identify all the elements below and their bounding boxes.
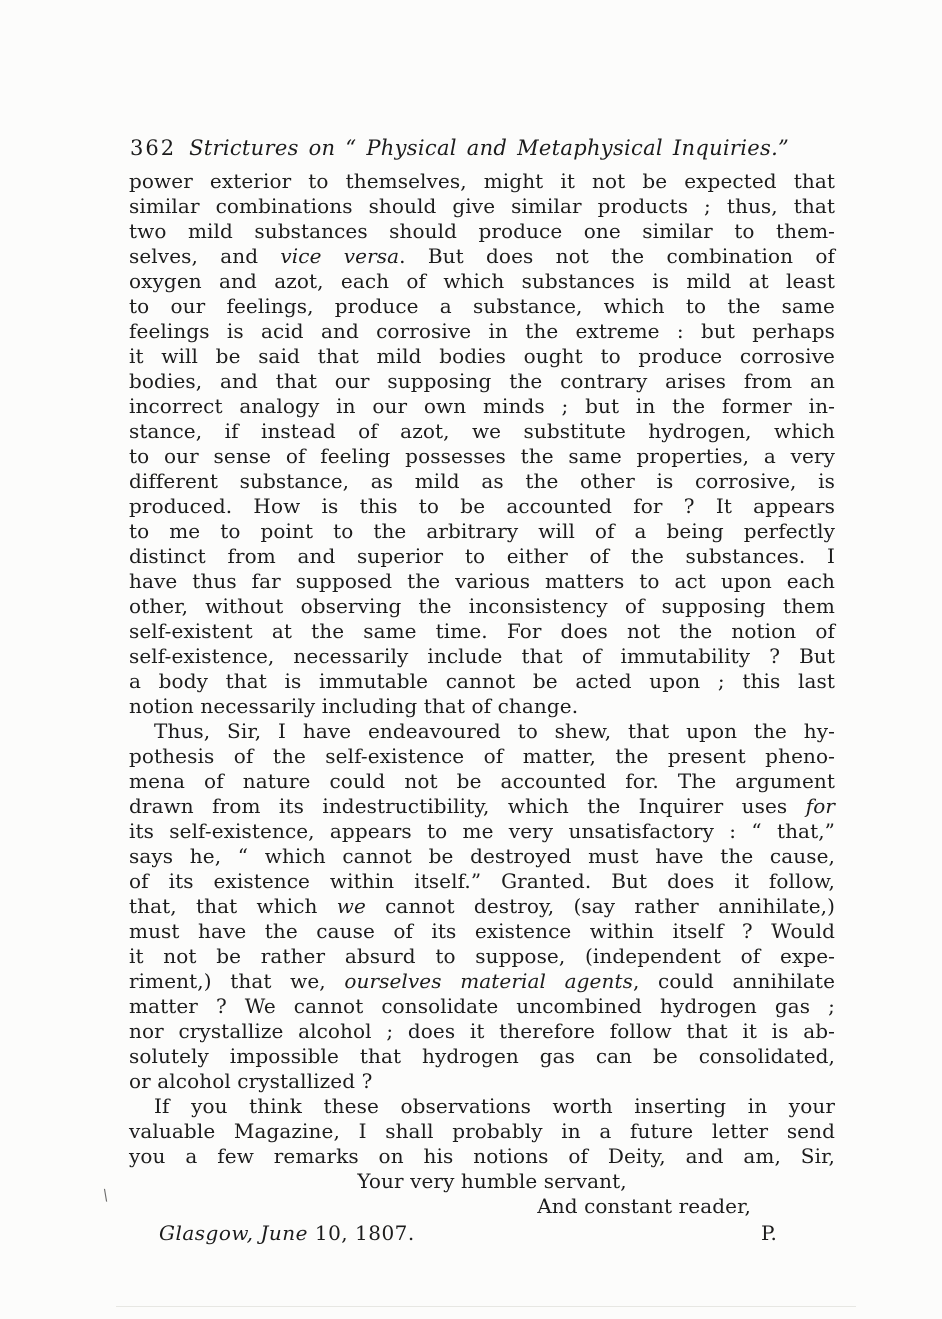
text-line (129, 394, 835, 419)
text-segment: that, that which (129, 894, 337, 918)
text-line (129, 194, 835, 219)
text-segment: or alcohol crystallized ? (129, 1069, 373, 1093)
text-segment: valuable Magazine, I shall probably in a future letter send (129, 1119, 835, 1143)
text-segment: riment,) that we, (129, 969, 345, 993)
text-line (129, 594, 835, 619)
page-header (130, 136, 836, 160)
text-line (129, 794, 835, 819)
text-segment: pothesis of the self-existence of matter, the present pheno- (129, 744, 835, 768)
text-line (129, 1119, 835, 1144)
text-line (129, 719, 835, 744)
text-segment: , could annihilate (632, 969, 836, 993)
text-segment: selves, and (129, 244, 281, 268)
text-segment: self-existence, necessarily include that of immutability ? But (129, 644, 835, 668)
letter-body (129, 169, 835, 1246)
text-line (129, 244, 835, 269)
text-line (129, 1069, 835, 1094)
text-segment: to our sense of feeling possesses the same properties, a very (129, 444, 835, 468)
text-line (129, 969, 835, 994)
dateline-row (129, 1221, 835, 1246)
italic-text-segment: vice versa (280, 244, 400, 268)
text-line (129, 419, 835, 444)
text-line (129, 1144, 835, 1169)
text-segment: bodies, and that our supposing the contrary arises from an (129, 369, 835, 393)
text-segment: of its existence within itself.” Granted. But does it follow, (129, 869, 835, 893)
text-line (129, 294, 835, 319)
text-segment: it not be rather absurd to suppose, (independent of expe- (129, 944, 835, 968)
text-segment: must have the cause of its existence within itself ? Would (129, 919, 835, 943)
text-segment: says he, “ which cannot be destroyed must have the cause, (129, 844, 835, 868)
text-line (129, 1019, 835, 1044)
text-segment: If you think these observations worth inserting in your (154, 1094, 835, 1118)
text-segment: incorrect analogy in our own minds ; but in the former in- (129, 394, 835, 418)
page-number: 362 (130, 136, 177, 160)
text-segment: . But does not the combination of (399, 244, 835, 268)
text-line (129, 844, 835, 869)
text-line (129, 894, 835, 919)
text-line (129, 644, 835, 669)
text-line (129, 544, 835, 569)
text-line (129, 769, 835, 794)
text-segment: power exterior to themselves, might it not be expected that (129, 169, 835, 193)
text-segment: cannot destroy, (say rather annihilate,) (365, 894, 835, 918)
text-segment: distinct from and superior to either of the substances. I (129, 544, 835, 568)
text-segment: notion necessarily including that of change. (129, 694, 579, 718)
text-line (129, 744, 835, 769)
text-segment: a body that is immutable cannot be acted upon ; this last (129, 669, 835, 693)
text-line (129, 919, 835, 944)
italic-text-segment: for (805, 794, 835, 818)
text-line (129, 219, 835, 244)
italic-text-segment: ourselves material agents (344, 969, 633, 993)
text-segment: matter ? We cannot consolidate uncombined hydrogen gas ; (129, 994, 835, 1018)
page-edge-line (116, 1306, 856, 1307)
text-segment: you a few remarks on his notions of Deity, and am, Sir, (129, 1144, 835, 1168)
text-segment: mena of nature could not be accounted for. The argument (129, 769, 835, 793)
text-segment: nor crystallize alcohol ; does it therefore follow that it is ab- (129, 1019, 835, 1043)
dateline-place: Glasgow, June (159, 1221, 315, 1245)
body-lines (129, 169, 835, 1169)
text-line (129, 344, 835, 369)
text-segment: it will be said that mild bodies ought to produce corrosive (129, 344, 835, 368)
text-segment: drawn from its indestructibility, which the Inquirer uses (129, 794, 806, 818)
text-segment: other, without observing the inconsistency of supposing them (129, 594, 835, 618)
text-line (129, 694, 835, 719)
text-line (129, 944, 835, 969)
text-line (129, 269, 835, 294)
text-segment: feelings is acid and corrosive in the extreme : but perhaps (129, 319, 835, 343)
text-line (129, 1044, 835, 1069)
text-segment: stance, if instead of azot, we substitute hydrogen, which (129, 419, 835, 443)
valediction-line: Your very humble servant, (357, 1169, 627, 1193)
text-segment: produced. How is this to be accounted for ? It appears (129, 494, 835, 518)
running-title: Strictures on “ Physical and Metaphysical Inquiries.” (189, 136, 790, 160)
text-line (129, 869, 835, 894)
text-segment: self-existent at the same time. For does not the notion of (129, 619, 835, 643)
text-segment: its self-existence, appears to me very unsatisfactory : “ that,” (129, 819, 835, 843)
text-line (129, 444, 835, 469)
text-segment: have thus far supposed the various matters to act upon each (129, 569, 835, 593)
text-line (129, 669, 835, 694)
text-segment: two mild substances should produce one similar to them- (129, 219, 835, 243)
scan-artifact-mark: \ (101, 1185, 110, 1205)
letter-closing (129, 1169, 835, 1246)
signoff-line: And constant reader, (537, 1194, 751, 1218)
dateline (159, 1221, 415, 1246)
text-line (129, 494, 835, 519)
text-line (129, 1094, 835, 1119)
text-line (129, 994, 835, 1019)
text-line (129, 569, 835, 594)
text-line (129, 469, 835, 494)
text-line (129, 519, 835, 544)
signature: P. (761, 1221, 777, 1245)
text-line (129, 819, 835, 844)
text-segment: different substance, as mild as the other is corrosive, is (129, 469, 835, 493)
text-line (129, 169, 835, 194)
italic-text-segment: we (336, 894, 366, 918)
text-segment: to me to point to the arbitrary will of a being perfectly (129, 519, 835, 543)
text-segment: Thus, Sir, I have endeavoured to shew, that upon the hy- (154, 719, 835, 743)
text-line (129, 319, 835, 344)
text-line (129, 369, 835, 394)
dateline-date: 10, 1807. (314, 1221, 415, 1245)
text-segment: to our feelings, produce a substance, which to the same (129, 294, 835, 318)
text-segment: solutely impossible that hydrogen gas can be consolidated, (129, 1044, 835, 1068)
text-segment: similar combinations should give similar products ; thus, that (129, 194, 835, 218)
text-line (129, 619, 835, 644)
text-segment: oxygen and azot, each of which substances is mild at least (129, 269, 835, 293)
